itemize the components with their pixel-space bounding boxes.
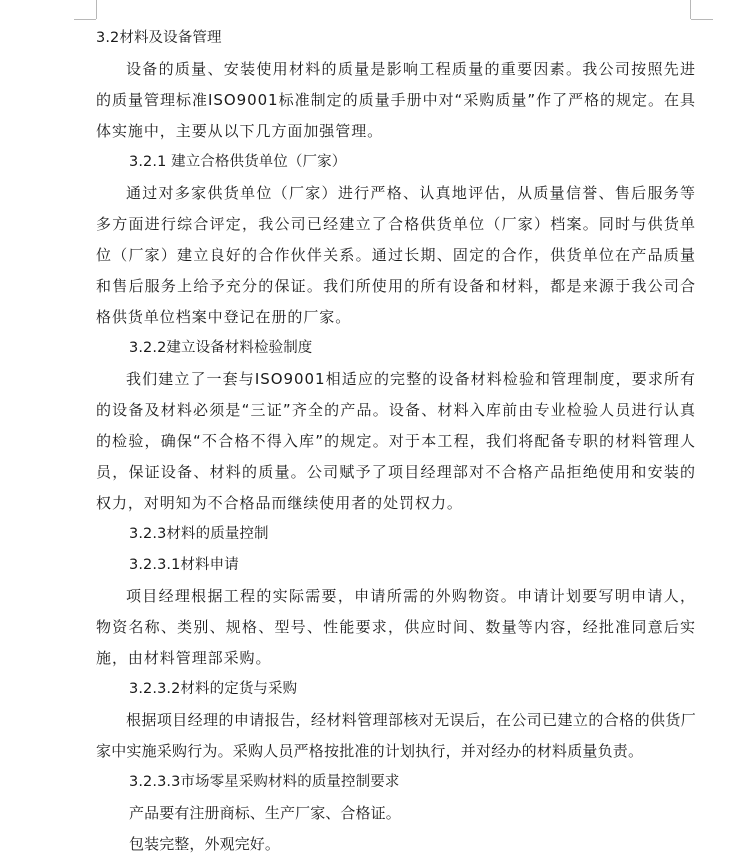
intro-paragraph: 设备的质量、安装使用材料的质量是影响工程质量的重要因素。我公司按照先进的质量管理标准ISO9001标准制定的质量手册中对“采购质量”作了严格的规定。在具体实施中，主要从以下几方面加强管理。: [96, 60, 696, 140]
item-title-market-purchase: 3.2.3.3市场零星采购材料的质量控制要求: [129, 774, 400, 790]
supplier-paragraph: 通过对多家供货单位（厂家）进行严格、认真地评估，从质量信誉、售后服务等多方面进行综合评定，我公司已经建立了合格供货单位（厂家）档案。同时与供货单位（厂家）建立良好的合作伙伴关系。通过长期、固定的合作，供货单位在产品质量和售后服务上给予充分的保证。我们所使用的所有设备和材料，都是来源于我公司合格供货单位档案中登记在册的厂家。: [96, 184, 696, 326]
market-purchase-line-2: 包装完整，外观完好。: [129, 835, 281, 853]
material-request-paragraph: 项目经理根据工程的实际需要，申请所需的外购物资。申请计划要写明申请人，物资名称、类别、规格、型号、性能要求，供应时间、数量等内容，经批准同意后实施，由材料管理部采购。: [96, 587, 696, 667]
document-body: [96, 23, 696, 860]
crop-mark-top-right-horizontal: [691, 19, 713, 20]
crop-mark-top-left-horizontal: [74, 19, 96, 20]
subsection-title-quality-control: 3.2.3材料的质量控制: [129, 526, 269, 542]
ordering-purchasing-paragraph: 根据项目经理的申请报告，经材料管理部核对无误后，在公司已建立的合格的供货厂家中实施采购行为。采购人员严格按批准的计划执行，并对经办的材料质量负责。: [96, 711, 696, 760]
crop-mark-top-right-vertical: [690, 0, 691, 19]
inspection-paragraph: 我们建立了一套与ISO9001相适应的完整的设备材料检验和管理制度，要求所有的设备及材料必须是“三证”齐全的产品。设备、材料入库前由专业检验人员进行认真的检验，确保“不合格不得入库”的规定。对于本工程，我们将配备专职的材料管理人员，保证设备、材料的质量。公司赋予了项目经理部对不合格产品拒绝使用和安装的权力，对明知为不合格品而继续使用者的处罚权力。: [96, 370, 696, 512]
subsection-title-inspection: 3.2.2建立设备材料检验制度: [129, 340, 313, 356]
market-purchase-line-1: 产品要有注册商标、生产厂家、合格证。: [129, 804, 401, 822]
crop-mark-top-left-vertical: [96, 0, 97, 19]
subsection-title-supplier: 3.2.1 建立合格供货单位（厂家）: [129, 154, 347, 170]
item-title-ordering-purchasing: 3.2.3.2材料的定货与采购: [129, 681, 298, 697]
section-title: 3.2材料及设备管理: [96, 30, 222, 46]
item-title-material-request: 3.2.3.1材料申请: [129, 557, 239, 573]
